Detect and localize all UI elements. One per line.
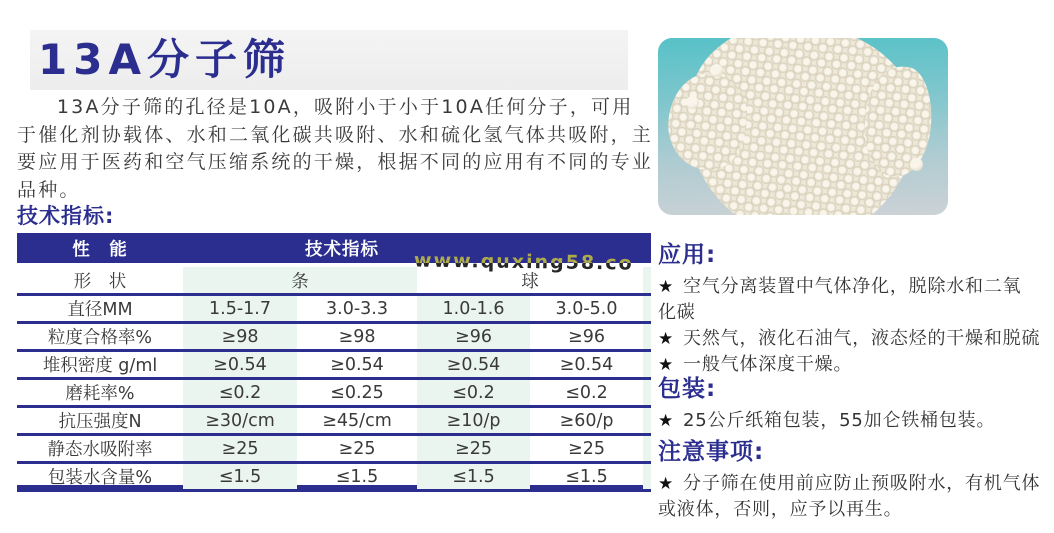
spec-cell: ≤0.2 (417, 380, 530, 405)
application-item (658, 326, 1054, 352)
row-label: 包装水含量% (47, 468, 153, 488)
section-packaging (658, 370, 1054, 434)
application-item-text: 天然气，液化石油气，液态烃的干燥和脱硫 (683, 328, 1041, 349)
star-icon: ★ (658, 329, 675, 349)
spec-cell: 1.5-1.7 (183, 296, 297, 321)
watermark-text: www.quxing58.co (413, 249, 634, 275)
spec-cell: ≤0.2 (565, 382, 608, 403)
row-diameter (17, 296, 651, 324)
product-photo (658, 38, 948, 215)
row-particle-pass-rate (17, 324, 651, 352)
spec-cell: ≤1.5 (335, 466, 379, 487)
spec-cell: 3.0-3.3 (326, 298, 388, 319)
spec-cell: ≥96 (568, 326, 605, 347)
spec-cell: ≥0.54 (183, 352, 297, 377)
packaging-item (658, 408, 1054, 434)
shape-label: 形 状 (73, 271, 127, 292)
spec-cell: ≥98 (338, 326, 376, 347)
notes-item-text: 或液体，否则，应予以再生。 (658, 499, 903, 520)
star-icon: ★ (658, 355, 675, 375)
row-attrition-rate (17, 380, 651, 408)
header-property: 性 能 (72, 239, 128, 260)
star-icon: ★ (658, 411, 675, 431)
row-package-moisture (17, 464, 651, 492)
notes-item-text: 分子筛在使用前应防止预吸附水，有机气体 (683, 473, 1041, 494)
stray-bead (710, 64, 723, 77)
notes-heading: 注意事项: (658, 439, 765, 465)
row-label: 静态水吸附率 (47, 440, 153, 460)
notes-item (658, 471, 1054, 497)
section-application (658, 236, 1054, 378)
application-item-text: 化碳 (658, 302, 696, 323)
spec-cell: ≥25 (568, 438, 605, 459)
star-icon: ★ (658, 474, 675, 494)
row-static-water-adsorption (17, 436, 651, 464)
stray-bead (910, 158, 923, 171)
spec-cell: ≥0.54 (417, 352, 530, 377)
section-notes (658, 433, 1054, 523)
row-label: 堆积密度 g/ml (42, 356, 158, 376)
row-label: 粒度合格率% (47, 328, 153, 348)
row-bulk-density (17, 352, 651, 380)
spec-cell: ≤1.5 (417, 464, 530, 489)
row-crush-strength (17, 408, 651, 436)
spec-cell: ≥96 (417, 324, 530, 349)
spec-cell: ≥10/p (417, 408, 530, 433)
packaging-item-text: 25公斤纸箱包装，55加仑铁桶包装。 (683, 410, 996, 431)
intro-paragraph: 13A分子筛的孔径是10A，吸附小于小于10A任何分子，可用于催化剂协载体、水和二氧化碳共吸附、水和硫化氢气体共吸附，主要应用于医药和空气压缩系统的干燥，根据不同的应用有不同的专业品种。 (17, 96, 654, 201)
spec-cell: ≥0.54 (559, 354, 614, 375)
spec-cell: ≤0.25 (330, 382, 384, 403)
star-icon: ★ (658, 277, 675, 297)
notes-item-continuation (658, 497, 1054, 523)
shape-strip: 条 (183, 267, 417, 293)
spec-cell: ≥45/cm (322, 410, 392, 431)
spec-cell: ≥60/p (559, 410, 614, 431)
title-band (30, 30, 628, 90)
spec-cell: ≥25 (338, 438, 376, 459)
application-item (658, 274, 1054, 300)
page-title: 13A分子筛 (38, 35, 291, 84)
spec-cell: ≥0.54 (330, 354, 384, 375)
spec-cell: ≤1.5 (565, 466, 608, 487)
spec-cell: ≤1.5 (183, 464, 297, 489)
application-item-continuation (658, 300, 1054, 326)
shape-sphere: 球 (521, 271, 539, 292)
application-item-text: 空气分离装置中气体净化，脱除水和二氧 (683, 276, 1022, 297)
spec-cell: 1.0-1.6 (417, 296, 530, 321)
tech-indicators-heading: 技术指标: (17, 204, 115, 228)
spec-cell: ≥25 (183, 436, 297, 461)
spec-cell: ≥98 (183, 324, 297, 349)
header-spec: 技术指标 (305, 239, 379, 260)
packaging-heading: 包装: (658, 376, 717, 402)
row-label: 磨耗率% (65, 384, 135, 404)
application-item-text: 一般气体深度干燥。 (683, 354, 853, 375)
spec-cell: ≥30/cm (183, 408, 297, 433)
spec-cell: 3.0-5.0 (555, 298, 618, 319)
row-label: 抗压强度N (58, 412, 142, 432)
spec-cell: ≥25 (417, 436, 530, 461)
stray-bead (686, 96, 699, 109)
application-heading: 应用: (658, 242, 717, 268)
row-label: 直径MM (67, 300, 133, 320)
spec-cell: ≤0.2 (183, 380, 297, 405)
